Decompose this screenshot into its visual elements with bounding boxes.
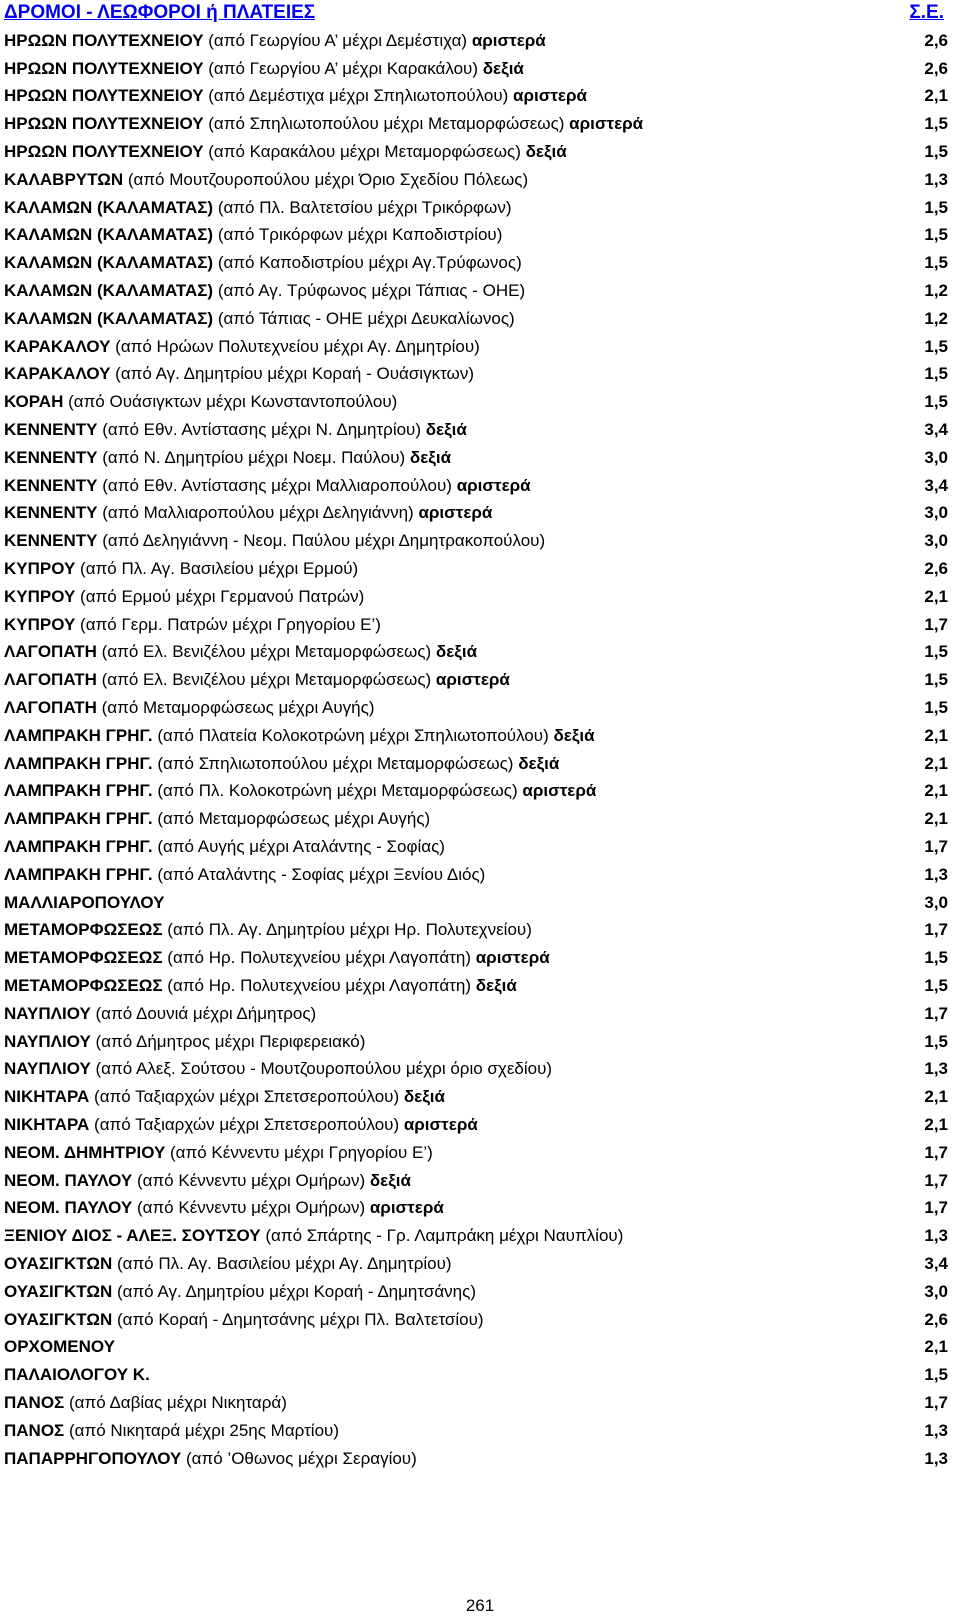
street-segment: (από Αγ. Τρύφωνος μέχρι Τάπιας - ΟΗΕ) [213,281,526,301]
coefficient-value: 1,7 [924,920,948,940]
street-description [4,448,451,468]
coefficient-value: 2,6 [924,58,948,78]
column-header-streets: ΔΡΟΜΟΙ - ΛΕΩΦΟΡΟΙ ή ΠΛΑΤΕΙΕΣ [4,2,316,23]
list-item [4,611,954,639]
street-description [4,337,480,357]
table-header [4,0,944,26]
list-item [4,889,954,917]
street-name: ΚΑΡΑΚΑΛΟΥ [4,336,111,356]
street-description [4,531,545,551]
street-segment: (από Γερμ. Πατρών μέχρι Γρηγορίου Ε’) [75,614,381,634]
coefficient-value: 1,5 [924,948,948,968]
street-name: ΚΕΝΝΕΝΤΥ [4,531,98,551]
street-description [4,420,467,440]
coefficient-value: 1,7 [924,1003,948,1023]
street-segment: (από Τάπιας - ΟΗΕ μέχρι Δευκαλίωνος) [213,308,515,328]
street-side: αριστερά [418,503,493,523]
street-segment: (από Ταξιαρχών μέχρι Σπετσεροπούλου) [89,1114,404,1134]
street-segment: (από Πλ. Αγ. Βασιλείου μέχρι Αγ. Δημητρίου) [112,1253,452,1273]
street-description [4,1310,484,1330]
coefficient-value: 1,5 [924,253,948,273]
street-name: ΛΑΓΟΠΑΤΗ [4,670,97,690]
street-name: ΚΑΛΑΜΩΝ (ΚΑΛΑΜΑΤΑΣ) [4,197,214,217]
street-segment: (από ’Οθωνος μέχρι Σεραγίου) [181,1448,417,1468]
coefficient-value: 2,1 [924,586,948,606]
list-item [4,666,954,694]
coefficient-value: 2,1 [924,1337,948,1357]
street-name: ΚΑΛΑΜΩΝ (ΚΑΛΑΜΑΤΑΣ) [4,308,214,328]
street-description [4,503,492,523]
street-segment: (από Γεωργίου Α’ μέχρι Δεμέστιχα) [203,30,472,50]
street-side: αριστερά [569,114,644,134]
street-name: ΠΑΠΑΡΡΗΓΟΠΟΥΛΟΥ [4,1448,182,1468]
list-item [4,722,954,750]
street-description [4,587,364,607]
coefficient-value: 1,7 [924,1142,948,1162]
street-name: ΗΡΩΩΝ ΠΟΛΥΤΕΧΝΕΙΟΥ [4,30,204,50]
list-item [4,1028,954,1056]
street-segment: (από Ηρ. Πολυτεχνείου μέχρι Λαγοπάτη) [162,975,476,995]
list-item [4,27,954,55]
coefficient-value: 1,7 [924,837,948,856]
coefficient-value: 1,3 [924,169,948,189]
street-segment: (από Κέννεντυ μέχρι Ομήρων) [132,1198,370,1218]
list-item [4,138,954,166]
coefficient-value: 1,5 [924,670,948,690]
list-item [4,1055,954,1083]
coefficient-value: 3,0 [924,531,948,551]
list-item [4,694,954,722]
list-item [4,500,954,528]
street-name: ΚΕΝΝΕΝΤΥ [4,447,98,467]
street-name: ΚΑΡΑΚΑΛΟΥ [4,364,111,384]
list-item [4,833,954,861]
street-name: ΗΡΩΩΝ ΠΟΛΥΤΕΧΝΕΙΟΥ [4,114,204,134]
street-segment: (από Αγ. Δημητρίου μέχρι Κοραή - Δημητσάνης) [112,1281,476,1301]
street-segment: (από Κοραή - Δημητσάνης μέχρι Πλ. Βαλτετσίου) [112,1309,484,1329]
street-name: ΗΡΩΩΝ ΠΟΛΥΤΕΧΝΕΙΟΥ [4,86,204,106]
street-side: αριστερά [456,475,531,495]
street-name: ΜΑΛΛΙΑΡΟΠΟΥΛΟΥ [4,892,165,912]
street-description [4,198,511,218]
coefficient-value: 1,3 [924,1448,948,1468]
street-description [4,1282,476,1302]
street-description [4,615,381,635]
street-segment: (από Πλατεία Κολοκοτρώνη μέχρι Σπηλιωτοπούλου) [152,725,554,745]
street-segment: (από Δαβίας μέχρι Νικηταρά) [64,1392,287,1412]
street-description [4,893,164,913]
street-name: ΝΕΟΜ. ΠΑΥΛΟΥ [4,1198,133,1218]
street-name: ΜΕΤΑΜΟΡΦΩΣΕΩΣ [4,948,163,968]
coefficient-value: 1,7 [924,1170,948,1190]
list-item [4,166,954,194]
street-segment: (από Νικηταρά μέχρι 25ης Μαρτίου) [64,1420,339,1440]
street-name: ΛΑΜΠΡΑΚΗ ΓΡΗΓ. [4,809,153,829]
street-description [4,1087,445,1107]
street-segment: (από Αγ. Δημητρίου μέχρι Κοραή - Ουάσιγκτων) [110,364,474,384]
street-description [4,976,517,996]
street-name: ΠΑΝΟΣ [4,1392,65,1412]
street-segment: (από Εθν. Αντίστασης μέχρι Ν. Δημητρίου) [97,420,426,440]
street-description [4,1421,339,1441]
list-item [4,1111,954,1139]
coefficient-value: 2,6 [924,30,948,50]
coefficient-value: 1,5 [924,975,948,995]
street-name: ΚΥΠΡΟΥ [4,614,76,634]
coefficient-value: 1,5 [924,364,948,384]
list-item [4,110,954,138]
street-description [4,476,531,496]
street-description [4,1198,444,1218]
street-name: ΚΟΡΑΗ [4,392,64,412]
list-item [4,1250,954,1278]
street-name: ΚΥΠΡΟΥ [4,559,76,579]
street-segment: (από Σπάρτης - Γρ. Λαμπράκη μέχρι Ναυπλίου) [260,1226,624,1246]
street-segment: (από Μουτζουροπούλου μέχρι Όριο Σχεδίου Πόλεως) [123,169,529,189]
street-description [4,170,528,190]
coefficient-value: 3,0 [924,447,948,467]
street-name: ΛΑΜΠΡΑΚΗ ΓΡΗΓ. [4,725,153,745]
coefficient-value: 2,1 [924,725,948,745]
coefficient-value: 1,5 [924,392,948,412]
street-description [4,1059,552,1079]
street-name: ΟΡΧΟΜΕΝΟΥ [4,1337,115,1357]
coefficient-value: 1,5 [924,197,948,217]
street-side: αριστερά [435,670,510,690]
street-description [4,1143,433,1163]
street-description [4,559,358,579]
street-name: ΟΥΑΣΙΓΚΤΩΝ [4,1281,113,1301]
street-side: αριστερά [475,948,550,968]
street-name: ΜΕΤΑΜΟΡΦΩΣΕΩΣ [4,920,163,940]
street-segment: (από Ηρώων Πολυτεχνείου μέχρι Αγ. Δημητρίου) [110,336,480,356]
coefficient-value: 1,5 [924,142,948,162]
coefficient-value: 1,7 [924,1198,948,1218]
list-item [4,1417,954,1445]
street-side: δεξιά [435,642,478,662]
street-name: ΛΑΜΠΡΑΚΗ ΓΡΗΓ. [4,837,153,856]
street-description [4,754,559,774]
street-description [4,1449,417,1469]
list-item [4,1000,954,1028]
street-name: ΠΑΝΟΣ [4,1420,65,1440]
street-name: ΟΥΑΣΙΓΚΤΩΝ [4,1309,113,1329]
coefficient-value: 2,1 [924,1114,948,1134]
street-name: ΠΑΛΑΙΟΛΟΓΟΥ Κ. [4,1365,150,1385]
street-name: ΛΑΓΟΠΑΤΗ [4,698,97,718]
street-side: δεξιά [525,142,567,162]
list-item [4,583,954,611]
street-name: ΝΑΥΠΛΙΟΥ [4,1059,91,1079]
coefficient-value: 1,5 [924,1365,948,1385]
street-side: αριστερά [403,1114,478,1134]
coefficient-value: 3,0 [924,1281,948,1301]
list-item [4,1167,954,1195]
street-description [4,309,515,329]
list-item [4,944,954,972]
street-description [4,225,502,245]
street-list [4,27,954,1472]
street-segment: (από Σπηλιωτοπούλου μέχρι Μεταμορφώσεως) [203,114,570,134]
street-name: ΝΕΟΜ. ΔΗΜΗΤΡΙΟΥ [4,1142,166,1162]
street-description [4,253,522,273]
street-description [4,920,532,940]
list-item [4,83,954,111]
column-header-coefficient: Σ.Ε. [909,2,944,23]
coefficient-value: 1,5 [924,642,948,662]
street-name: ΛΑΜΠΡΑΚΗ ΓΡΗΓ. [4,753,153,773]
street-segment: (από Ηρ. Πολυτεχνείου μέχρι Λαγοπάτη) [162,948,476,968]
street-name: ΚΑΛΑΜΩΝ (ΚΑΛΑΜΑΤΑΣ) [4,281,214,301]
list-item [4,527,954,555]
street-segment: (από Πλ. Αγ. Βασιλείου μέχρι Ερμού) [75,559,359,579]
street-description [4,865,485,885]
street-segment: (από Ελ. Βενιζέλου μέχρι Μεταμορφώσεως) [96,642,436,662]
list-item [4,444,954,472]
street-description [4,781,596,801]
street-segment: (από Δεμέστιχα μέχρι Σπηλιωτοπούλου) [203,86,513,106]
list-item [4,1389,954,1417]
street-name: ΚΕΝΝΕΝΤΥ [4,475,98,495]
coefficient-value: 3,4 [924,420,948,440]
list-item [4,861,954,889]
list-item [4,1278,954,1306]
street-segment: (από Δήμητρος μέχρι Περιφερειακό) [90,1031,366,1051]
street-name: ΝΑΥΠΛΙΟΥ [4,1031,91,1051]
street-side: αριστερά [522,781,597,801]
list-item [4,1194,954,1222]
coefficient-value: 3,0 [924,892,948,912]
list-item [4,1139,954,1167]
list-item [4,472,954,500]
street-name: ΜΕΤΑΜΟΡΦΩΣΕΩΣ [4,975,163,995]
street-description [4,670,510,690]
street-side: δεξιά [369,1170,411,1190]
street-description [4,1393,287,1413]
street-segment: (από Κέννεντυ μέχρι Ομήρων) [132,1170,370,1190]
list-item [4,1083,954,1111]
coefficient-value: 1,5 [924,698,948,718]
street-name: ΗΡΩΩΝ ΠΟΛΥΤΕΧΝΕΙΟΥ [4,58,204,78]
list-item [4,1306,954,1334]
coefficient-value: 2,1 [924,781,948,801]
list-item [4,55,954,83]
list-item [4,778,954,806]
list-item [4,639,954,667]
street-segment: (από Μαλλιαροπούλου μέχρι Δεληγιάννη) [97,503,419,523]
street-description [4,1337,115,1357]
street-side: δεξιά [409,447,452,467]
list-item [4,305,954,333]
list-item [4,1333,954,1361]
list-item [4,277,954,305]
street-name: ΚΕΝΝΕΝΤΥ [4,420,98,440]
street-segment: (από Ερμού μέχρι Γερμανού Πατρών) [75,586,365,606]
street-segment: (από Γεωργίου Α’ μέχρι Καρακάλου) [203,58,483,78]
street-description [4,86,587,106]
list-item [4,222,954,250]
street-side: δεξιά [482,58,524,78]
street-name: ΛΑΜΠΡΑΚΗ ΓΡΗΓ. [4,781,153,801]
street-name: ΝΕΟΜ. ΠΑΥΛΟΥ [4,1170,133,1190]
coefficient-value: 1,7 [924,614,948,634]
list-item [4,361,954,389]
street-segment: (από Μεταμορφώσεως μέχρι Αυγής) [96,698,375,718]
list-item [4,917,954,945]
street-description [4,726,595,746]
street-segment: (από Δουνιά μέχρι Δήμητρος) [90,1003,317,1023]
coefficient-value: 1,5 [924,114,948,134]
street-description [4,364,474,384]
street-description [4,392,397,412]
coefficient-value: 3,0 [924,503,948,523]
coefficient-value: 1,3 [924,1226,948,1246]
street-description [4,31,546,51]
street-description [4,59,524,79]
street-segment: (από Καρακάλου μέχρι Μεταμορφώσεως) [203,142,526,162]
street-side: αριστερά [369,1198,444,1218]
street-description [4,1004,316,1024]
street-side: αριστερά [471,30,546,50]
list-item [4,333,954,361]
street-description [4,1365,150,1385]
street-description [4,1254,452,1274]
street-segment: (από Ν. Δημητρίου μέχρι Νοεμ. Παύλου) [97,447,410,467]
list-item [4,1222,954,1250]
street-segment: (από Τρικόρφων μέχρι Καποδιστρίου) [213,225,503,245]
street-description [4,1115,478,1135]
street-side: δεξιά [475,975,517,995]
street-name: ΝΑΥΠΛΙΟΥ [4,1003,91,1023]
street-segment: (από Αλεξ. Σούτσου - Μουτζουροπούλου μέχρι όριο σχεδίου) [90,1059,553,1079]
street-description [4,698,375,718]
list-item [4,1445,954,1473]
coefficient-value: 1,2 [924,308,948,328]
street-description [4,837,445,857]
list-item [4,555,954,583]
street-description [4,1226,623,1246]
coefficient-value: 3,4 [924,475,948,495]
list-item [4,388,954,416]
list-item [4,416,954,444]
page-number: 261 [465,1596,495,1615]
street-segment: (από Ελ. Βενιζέλου μέχρι Μεταμορφώσεως) [96,670,436,690]
street-description [4,281,525,301]
street-segment: (από Καποδιστρίου μέχρι Αγ.Τρύφωνος) [213,253,522,273]
street-description [4,142,567,162]
street-description [4,642,477,662]
street-name: ΟΥΑΣΙΓΚΤΩΝ [4,1253,113,1273]
list-item [4,750,954,778]
coefficient-value: 1,5 [924,225,948,245]
street-description [4,1032,365,1052]
list-item [4,249,954,277]
coefficient-value: 1,2 [924,281,948,301]
street-name: ΚΥΠΡΟΥ [4,586,76,606]
coefficient-value: 2,6 [924,559,948,579]
street-name: ΛΑΓΟΠΑΤΗ [4,642,97,662]
street-segment: (από Σπηλιωτοπούλου μέχρι Μεταμορφώσεως) [152,753,519,773]
street-side: δεξιά [403,1087,445,1107]
street-segment: (από Πλ. Κολοκοτρώνη μέχρι Μεταμορφώσεως) [152,781,523,801]
street-side: δεξιά [425,420,467,440]
street-description [4,948,550,968]
coefficient-value: 1,5 [924,336,948,356]
street-name: ΚΑΛΑΜΩΝ (ΚΑΛΑΜΑΤΑΣ) [4,253,214,273]
coefficient-value: 1,3 [924,864,948,884]
street-segment: (από Εθν. Αντίστασης μέχρι Μαλλιαροπούλου) [97,475,457,495]
coefficient-value: 1,7 [924,1392,948,1412]
street-name: ΚΕΝΝΕΝΤΥ [4,503,98,523]
coefficient-value: 2,1 [924,1087,948,1107]
street-name: ΝΙΚΗΤΑΡΑ [4,1114,90,1134]
coefficient-value: 1,3 [924,1059,948,1079]
street-segment: (από Κέννεντυ μέχρι Γρηγορίου Ε’) [165,1142,433,1162]
street-segment: (από Δεληγιάννη - Νεομ. Παύλου μέχρι Δημητρακοπούλου) [97,531,546,551]
street-description [4,1171,411,1191]
street-side: δεξιά [553,725,595,745]
street-segment: (από Πλ. Αγ. Δημητρίου μέχρι Ηρ. Πολυτεχνείου) [162,920,532,940]
list-item [4,805,954,833]
coefficient-value: 2,1 [924,86,948,106]
street-segment: (από Αταλάντης - Σοφίας μέχρι Ξενίου Διός) [152,864,486,884]
coefficient-value: 2,1 [924,753,948,773]
street-segment: (από Πλ. Βαλτετσίου μέχρι Τρικόρφων) [213,197,512,217]
street-side: αριστερά [513,86,587,106]
list-item [4,1361,954,1389]
list-item [4,972,954,1000]
coefficient-value: 2,6 [924,1309,948,1329]
coefficient-value: 1,5 [924,1031,948,1051]
street-segment: (από Ταξιαρχών μέχρι Σπετσεροπούλου) [89,1087,404,1107]
street-name: ΛΑΜΠΡΑΚΗ ΓΡΗΓ. [4,864,153,884]
street-segment: (από Αυγής μέχρι Αταλάντης - Σοφίας) [152,837,445,856]
street-description [4,114,643,134]
street-side: δεξιά [518,753,560,773]
street-name: ΚΑΛΑΜΩΝ (ΚΑΛΑΜΑΤΑΣ) [4,225,214,245]
street-description [4,809,430,829]
street-segment: (από Μεταμορφώσεως μέχρι Αυγής) [152,809,431,829]
street-name: ΝΙΚΗΤΑΡΑ [4,1087,90,1107]
street-segment: (από Ουάσιγκτων μέχρι Κωνσταντοπούλου) [63,392,398,412]
coefficient-value: 1,3 [924,1420,948,1440]
list-item [4,194,954,222]
street-name: ΗΡΩΩΝ ΠΟΛΥΤΕΧΝΕΙΟΥ [4,142,204,162]
street-name: ΚΑΛΑΒΡΥΤΩΝ [4,169,124,189]
coefficient-value: 3,4 [924,1253,948,1273]
street-name: ΞΕΝΙΟΥ ΔΙΟΣ - ΑΛΕΞ. ΣΟΥΤΣΟΥ [4,1226,261,1246]
coefficient-value: 2,1 [924,809,948,829]
